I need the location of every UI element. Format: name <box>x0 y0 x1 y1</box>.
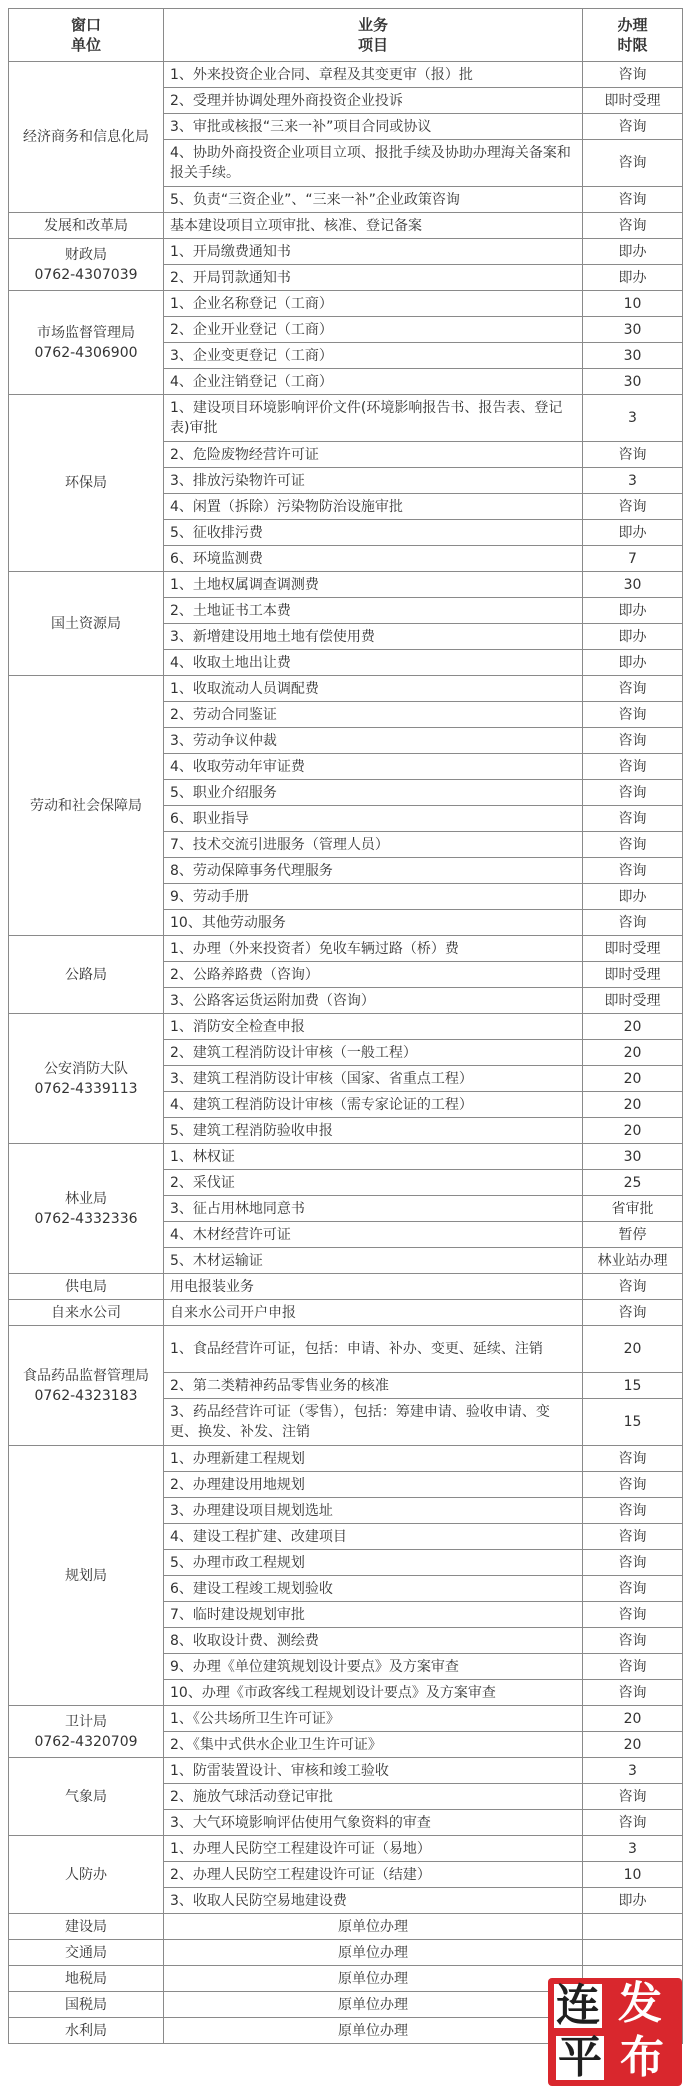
business-item-cell: 2、建筑工程消防设计审核（一般工程） <box>164 1040 583 1066</box>
business-item-cell: 10、其他劳动服务 <box>164 910 583 936</box>
department-cell: 经济商务和信息化局 <box>9 62 164 213</box>
time-limit-cell: 咨询 <box>583 1446 683 1472</box>
business-item-cell: 原单位办理 <box>164 1914 583 1940</box>
publisher-stamp-logo <box>548 1978 682 2086</box>
table-row <box>9 1300 683 1326</box>
table-row <box>9 1940 683 1966</box>
business-item-cell: 3、审批或核报“三来一补”项目合同或协议 <box>164 114 583 140</box>
department-cell: 林业局 0762-4332336 <box>9 1144 164 1274</box>
header-time-limit: 办理 时限 <box>583 9 683 62</box>
time-limit-cell: 即办 <box>583 650 683 676</box>
business-item-cell: 3、建筑工程消防设计审核（国家、省重点工程） <box>164 1066 583 1092</box>
business-item-cell: 4、建设工程扩建、改建项目 <box>164 1524 583 1550</box>
time-limit-cell: 咨询 <box>583 1472 683 1498</box>
time-limit-cell: 咨询 <box>583 754 683 780</box>
time-limit-cell: 咨询 <box>583 140 683 187</box>
time-limit-cell: 暂停 <box>583 1222 683 1248</box>
time-limit-cell: 咨询 <box>583 910 683 936</box>
business-item-cell: 原单位办理 <box>164 2018 583 2044</box>
table-row <box>9 572 683 598</box>
stamp-char: 平 <box>558 2032 602 2083</box>
time-limit-cell: 咨询 <box>583 832 683 858</box>
time-limit-cell: 咨询 <box>583 442 683 468</box>
department-cell: 国土资源局 <box>9 572 164 676</box>
department-cell: 卫计局 0762-4320709 <box>9 1706 164 1758</box>
time-limit-cell: 省审批 <box>583 1196 683 1222</box>
time-limit-cell: 咨询 <box>583 1498 683 1524</box>
business-item-cell: 2、危险废物经营许可证 <box>164 442 583 468</box>
business-item-cell: 2、办理人民防空工程建设许可证（结建） <box>164 1862 583 1888</box>
business-item-cell: 1、外来投资企业合同、章程及其变更审（报）批 <box>164 62 583 88</box>
time-limit-cell: 咨询 <box>583 1274 683 1300</box>
time-limit-cell: 咨询 <box>583 1576 683 1602</box>
business-item-cell: 1、办理人民防空工程建设许可证（易地） <box>164 1836 583 1862</box>
business-item-cell: 自来水公司开户申报 <box>164 1300 583 1326</box>
time-limit-cell: 20 <box>583 1066 683 1092</box>
business-item-cell: 3、企业变更登记（工商） <box>164 343 583 369</box>
time-limit-cell: 30 <box>583 369 683 395</box>
table-row <box>9 676 683 702</box>
header-business-item: 业务 项目 <box>164 9 583 62</box>
time-limit-cell: 3 <box>583 1836 683 1862</box>
time-limit-cell: 即时受理 <box>583 936 683 962</box>
business-item-cell: 6、建设工程竣工规划验收 <box>164 1576 583 1602</box>
time-limit-cell: 咨询 <box>583 1680 683 1706</box>
time-limit-cell: 咨询 <box>583 728 683 754</box>
department-cell: 地税局 <box>9 1966 164 1992</box>
business-item-cell: 4、协助外商投资企业项目立项、报批手续及协助办理海关备案和报关手续。 <box>164 140 583 187</box>
time-limit-cell: 即办 <box>583 520 683 546</box>
business-item-cell: 5、木材运输证 <box>164 1248 583 1274</box>
department-cell: 财政局 0762-4307039 <box>9 239 164 291</box>
department-cell: 发展和改革局 <box>9 213 164 239</box>
department-cell: 公安消防大队 0762-4339113 <box>9 1014 164 1144</box>
time-limit-cell: 咨询 <box>583 213 683 239</box>
department-cell: 气象局 <box>9 1758 164 1836</box>
business-item-cell: 3、药品经营许可证（零售），包括：筹建申请、验收申请、变更、换发、补发、注销 <box>164 1399 583 1446</box>
table-row <box>9 395 683 442</box>
time-limit-cell: 30 <box>583 317 683 343</box>
business-item-cell: 3、新增建设用地土地有偿使用费 <box>164 624 583 650</box>
stamp-char: 发 <box>618 1978 662 2029</box>
table-row <box>9 1446 683 1472</box>
department-cell: 建设局 <box>9 1914 164 1940</box>
business-item-cell: 1、土地权属调查调测费 <box>164 572 583 598</box>
time-limit-cell: 30 <box>583 1144 683 1170</box>
business-item-cell: 5、办理市政工程规划 <box>164 1550 583 1576</box>
department-cell: 交通局 <box>9 1940 164 1966</box>
time-limit-cell: 即办 <box>583 265 683 291</box>
business-item-cell: 4、建筑工程消防设计审核（需专家论证的工程） <box>164 1092 583 1118</box>
time-limit-cell: 咨询 <box>583 1550 683 1576</box>
department-cell: 供电局 <box>9 1274 164 1300</box>
business-item-cell: 1、防雷装置设计、审核和竣工验收 <box>164 1758 583 1784</box>
business-item-cell: 原单位办理 <box>164 1992 583 2018</box>
table-row <box>9 62 683 88</box>
time-limit-cell <box>583 1940 683 1966</box>
table-row <box>9 1014 683 1040</box>
time-limit-cell: 7 <box>583 546 683 572</box>
time-limit-cell: 15 <box>583 1373 683 1399</box>
time-limit-cell: 即时受理 <box>583 88 683 114</box>
table-row <box>9 213 683 239</box>
business-item-cell: 9、办理《单位建筑规划设计要点》及方案审查 <box>164 1654 583 1680</box>
time-limit-cell: 咨询 <box>583 114 683 140</box>
time-limit-cell: 咨询 <box>583 1602 683 1628</box>
time-limit-cell: 20 <box>583 1118 683 1144</box>
header-window-unit: 窗口 单位 <box>9 9 164 62</box>
business-item-cell: 9、劳动手册 <box>164 884 583 910</box>
business-item-cell: 原单位办理 <box>164 1966 583 1992</box>
business-item-cell: 3、办理建设项目规划选址 <box>164 1498 583 1524</box>
department-cell: 自来水公司 <box>9 1300 164 1326</box>
business-item-cell: 8、劳动保障事务代理服务 <box>164 858 583 884</box>
business-item-cell: 2、《集中式供水企业卫生许可证》 <box>164 1732 583 1758</box>
time-limit-cell: 20 <box>583 1092 683 1118</box>
department-cell: 公路局 <box>9 936 164 1014</box>
business-item-cell: 4、收取劳动年审证费 <box>164 754 583 780</box>
business-item-cell: 2、办理建设用地规划 <box>164 1472 583 1498</box>
business-item-cell: 4、企业注销登记（工商） <box>164 369 583 395</box>
business-item-cell: 10、办理《市政客线工程规划设计要点》及方案审查 <box>164 1680 583 1706</box>
table-row <box>9 291 683 317</box>
business-item-cell: 2、公路养路费（咨询） <box>164 962 583 988</box>
time-limit-cell: 20 <box>583 1326 683 1373</box>
business-item-cell: 3、排放污染物许可证 <box>164 468 583 494</box>
time-limit-cell: 20 <box>583 1706 683 1732</box>
business-item-cell: 2、施放气球活动登记审批 <box>164 1784 583 1810</box>
department-cell: 规划局 <box>9 1446 164 1706</box>
time-limit-cell: 咨询 <box>583 702 683 728</box>
business-item-cell: 5、征收排污费 <box>164 520 583 546</box>
time-limit-cell: 即办 <box>583 624 683 650</box>
business-item-cell: 1、办理新建工程规划 <box>164 1446 583 1472</box>
time-limit-cell: 林业站办理 <box>583 1248 683 1274</box>
department-cell: 食品药品监督管理局 0762-4323183 <box>9 1326 164 1446</box>
time-limit-cell: 咨询 <box>583 1784 683 1810</box>
department-cell: 国税局 <box>9 1992 164 2018</box>
business-item-cell: 用电报装业务 <box>164 1274 583 1300</box>
time-limit-cell: 即办 <box>583 884 683 910</box>
table-row <box>9 936 683 962</box>
department-cell: 劳动和社会保障局 <box>9 676 164 936</box>
time-limit-cell: 20 <box>583 1732 683 1758</box>
time-limit-cell: 10 <box>583 291 683 317</box>
time-limit-cell: 咨询 <box>583 676 683 702</box>
business-item-cell: 2、劳动合同鉴证 <box>164 702 583 728</box>
time-limit-cell: 20 <box>583 1040 683 1066</box>
stamp-char: 布 <box>620 2032 664 2083</box>
business-item-cell: 1、建设项目环境影响评价文件(环境影响报告书、报告表、登记表)审批 <box>164 395 583 442</box>
time-limit-cell: 10 <box>583 1862 683 1888</box>
time-limit-cell: 咨询 <box>583 187 683 213</box>
business-item-cell: 1、消防安全检查申报 <box>164 1014 583 1040</box>
time-limit-cell: 15 <box>583 1399 683 1446</box>
business-item-cell: 3、大气环境影响评估使用气象资料的审查 <box>164 1810 583 1836</box>
table-body <box>9 62 683 2044</box>
table-row <box>9 1144 683 1170</box>
time-limit-cell: 3 <box>583 1758 683 1784</box>
table-header-row <box>9 9 683 62</box>
department-cell: 市场监督管理局 0762-4306900 <box>9 291 164 395</box>
business-item-cell: 基本建设项目立项审批、核准、登记备案 <box>164 213 583 239</box>
time-limit-cell: 25 <box>583 1170 683 1196</box>
business-item-cell: 1、办理（外来投资者）免收车辆过路（桥）费 <box>164 936 583 962</box>
business-item-cell: 1、开局缴费通知书 <box>164 239 583 265</box>
time-limit-cell: 3 <box>583 468 683 494</box>
time-limit-cell: 咨询 <box>583 780 683 806</box>
business-item-cell: 7、技术交流引进服务（管理人员） <box>164 832 583 858</box>
business-item-cell: 1、林权证 <box>164 1144 583 1170</box>
time-limit-cell: 咨询 <box>583 806 683 832</box>
table-row <box>9 239 683 265</box>
business-item-cell: 2、企业开业登记（工商） <box>164 317 583 343</box>
stamp-char: 连 <box>556 1980 600 2031</box>
time-limit-cell: 咨询 <box>583 1810 683 1836</box>
business-item-cell: 2、土地证书工本费 <box>164 598 583 624</box>
business-item-cell: 7、临时建设规划审批 <box>164 1602 583 1628</box>
time-limit-cell: 咨询 <box>583 1300 683 1326</box>
table-row <box>9 1274 683 1300</box>
business-item-cell: 5、建筑工程消防验收申报 <box>164 1118 583 1144</box>
business-item-cell: 3、公路客运货运附加费（咨询） <box>164 988 583 1014</box>
business-item-cell: 1、企业名称登记（工商） <box>164 291 583 317</box>
table-row <box>9 1758 683 1784</box>
business-item-cell: 6、职业指导 <box>164 806 583 832</box>
table-row <box>9 1706 683 1732</box>
time-limit-cell <box>583 1914 683 1940</box>
table-row <box>9 1836 683 1862</box>
time-limit-cell: 20 <box>583 1014 683 1040</box>
business-item-cell: 4、收取土地出让费 <box>164 650 583 676</box>
business-item-cell: 6、环境监测费 <box>164 546 583 572</box>
time-limit-cell: 咨询 <box>583 1524 683 1550</box>
business-item-cell: 3、征占用林地同意书 <box>164 1196 583 1222</box>
business-item-cell: 8、收取设计费、测绘费 <box>164 1628 583 1654</box>
time-limit-cell: 3 <box>583 395 683 442</box>
time-limit-cell: 即办 <box>583 1888 683 1914</box>
table-row <box>9 1914 683 1940</box>
time-limit-cell: 即办 <box>583 598 683 624</box>
business-item-cell: 2、采伐证 <box>164 1170 583 1196</box>
service-table <box>8 8 683 2044</box>
department-cell: 人防办 <box>9 1836 164 1914</box>
table-row <box>9 1326 683 1373</box>
time-limit-cell: 即办 <box>583 239 683 265</box>
business-item-cell: 原单位办理 <box>164 1940 583 1966</box>
business-item-cell: 2、受理并协调处理外商投资企业投诉 <box>164 88 583 114</box>
department-cell: 环保局 <box>9 395 164 572</box>
time-limit-cell: 30 <box>583 572 683 598</box>
business-item-cell: 4、闲置（拆除）污染物防治设施审批 <box>164 494 583 520</box>
time-limit-cell: 咨询 <box>583 494 683 520</box>
business-item-cell: 4、木材经营许可证 <box>164 1222 583 1248</box>
time-limit-cell: 咨询 <box>583 858 683 884</box>
business-item-cell: 5、职业介绍服务 <box>164 780 583 806</box>
business-item-cell: 2、开局罚款通知书 <box>164 265 583 291</box>
time-limit-cell: 30 <box>583 343 683 369</box>
time-limit-cell: 咨询 <box>583 1628 683 1654</box>
business-item-cell: 3、收取人民防空易地建设费 <box>164 1888 583 1914</box>
time-limit-cell: 即时受理 <box>583 988 683 1014</box>
business-item-cell: 5、负责“三资企业”、“三来一补”企业政策咨询 <box>164 187 583 213</box>
time-limit-cell: 咨询 <box>583 1654 683 1680</box>
time-limit-cell: 即时受理 <box>583 962 683 988</box>
business-item-cell: 1、收取流动人员调配费 <box>164 676 583 702</box>
business-item-cell: 3、劳动争议仲裁 <box>164 728 583 754</box>
time-limit-cell: 咨询 <box>583 62 683 88</box>
business-item-cell: 1、食品经营许可证，包括：申请、补办、变更、延续、注销 <box>164 1326 583 1373</box>
department-cell: 水利局 <box>9 2018 164 2044</box>
business-item-cell: 1、《公共场所卫生许可证》 <box>164 1706 583 1732</box>
business-item-cell: 2、第二类精神药品零售业务的核准 <box>164 1373 583 1399</box>
